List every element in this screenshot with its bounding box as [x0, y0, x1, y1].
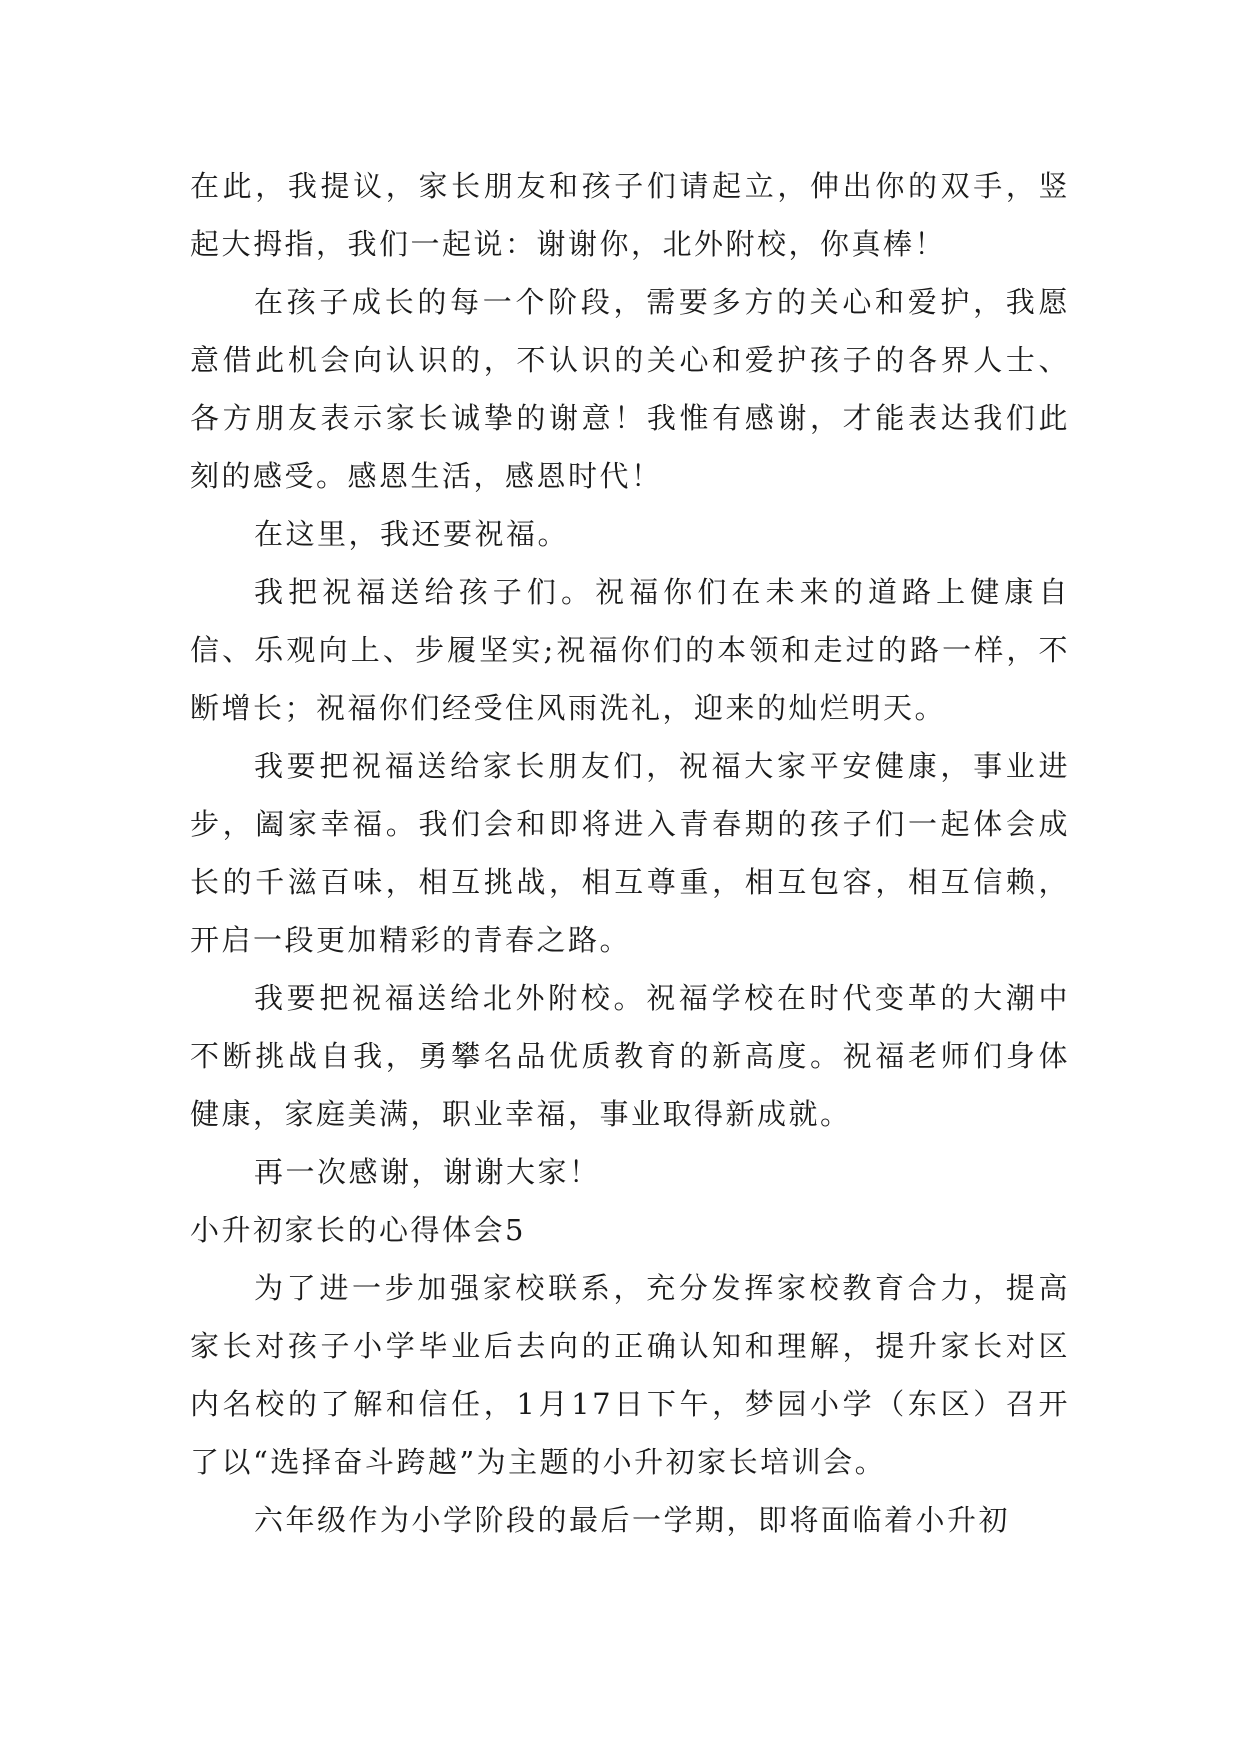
paragraph: 我要把祝福送给北外附校。祝福学校在时代变革的大潮中不断挑战自我，勇攀名品优质教育的新高度。祝福老师们身体健康，家庭美满，职业幸福，事业取得新成就。 [190, 981, 1070, 1131]
paragraph: 为了进一步加强家校联系，充分发挥家校教育合力，提高家长对孩子小学毕业后去向的正确认知和理解，提升家长对区内名校的了解和信任，1月17日下午，梦园小学（东区）召开了以“选择奋斗跨越”为主题的小升初家长培训会。 [190, 1271, 1070, 1479]
paragraph: 六年级作为小学阶段的最后一学期，即将面临着小升初 [254, 1503, 1011, 1537]
paragraph: 我要把祝福送给家长朋友们，祝福大家平安健康，事业进步，阖家幸福。我们会和即将进入青春期的孩子们一起体会成长的千滋百味，相互挑战，相互尊重，相互包容，相互信赖，开启一段更加精彩的青春之路。 [190, 749, 1070, 957]
paragraph: 在孩子成长的每一个阶段，需要多方的关心和爱护，我愿意借此机会向认识的，不认识的关心和爱护孩子的各界人士、各方朋友表示家长诚挚的谢意！我惟有感谢，才能表达我们此刻的感受。感恩生活，感恩时代！ [190, 285, 1070, 493]
paragraph: 再一次感谢，谢谢大家！ [254, 1155, 601, 1189]
paragraph: 我把祝福送给孩子们。祝福你们在未来的道路上健康自信、乐观向上、步履坚实;祝福你们的本领和走过的路一样，不断增长；祝福你们经受住风雨洗礼，迎来的灿烂明天。 [190, 575, 1070, 725]
paragraph: 在这里，我还要祝福。 [254, 517, 570, 551]
paragraph: 在此，我提议，家长朋友和孩子们请起立，伸出你的双手，竖起大拇指，我们一起说：谢谢你，北外附校，你真棒！ [190, 169, 1070, 261]
section-heading: 小升初家长的心得体会5 [190, 1213, 526, 1247]
document-body [190, 157, 1070, 1549]
